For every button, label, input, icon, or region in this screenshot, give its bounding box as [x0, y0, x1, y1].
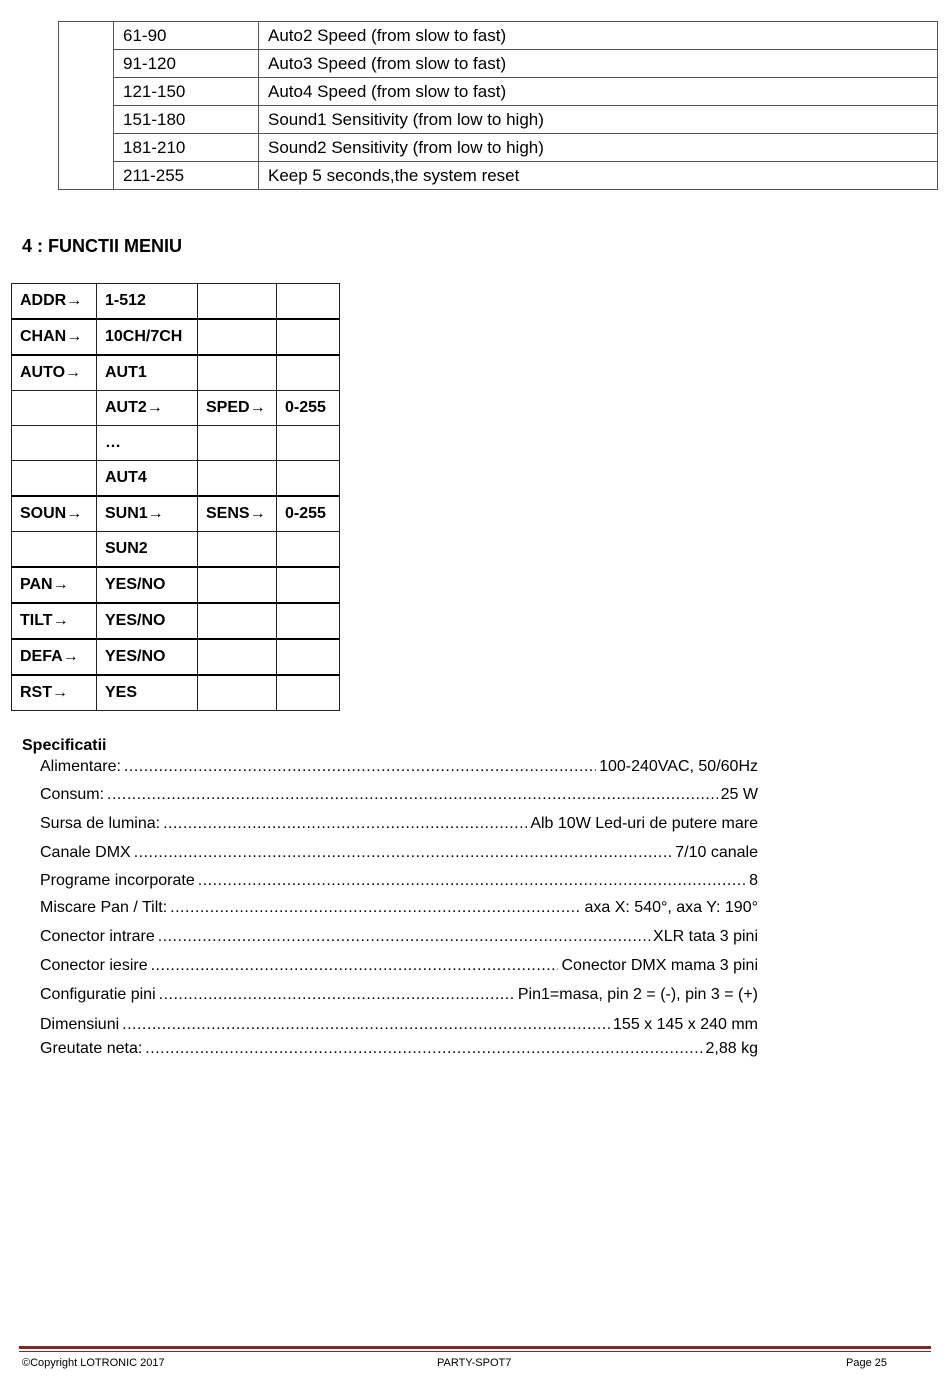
menu-cell: SENS→ [198, 496, 277, 532]
menu-row [12, 496, 340, 532]
menu-cell [198, 603, 277, 639]
menu-cell: YES/NO [97, 603, 198, 639]
dot-leader [107, 786, 718, 804]
menu-cell [277, 603, 340, 639]
menu-cell [198, 639, 277, 675]
spec-value: 7/10 canale [675, 844, 758, 861]
spec-row [40, 957, 758, 986]
spec-title: Specificatii [22, 737, 107, 754]
menu-cell: 0-255 [277, 496, 340, 532]
menu-cell [198, 532, 277, 568]
menu-cell: DEFA→ [12, 639, 97, 675]
spec-row [40, 815, 758, 844]
menu-cell: TILT→ [12, 603, 97, 639]
spec-row [40, 1040, 758, 1066]
menu-row [12, 426, 340, 461]
dot-leader [145, 1040, 702, 1058]
menu-cell: 10CH/7CH [97, 319, 198, 355]
description-cell: Auto2 Speed (from slow to fast) [259, 22, 938, 50]
dot-leader [163, 815, 527, 833]
menu-cell [198, 319, 277, 355]
menu-cell: SUN1→ [97, 496, 198, 532]
menu-cell [198, 284, 277, 320]
dot-leader [134, 844, 673, 862]
menu-row [12, 567, 340, 603]
spec-label: Canale DMX [40, 844, 131, 861]
menu-cell: CHAN→ [12, 319, 97, 355]
menu-cell: PAN→ [12, 567, 97, 603]
menu-cell [277, 461, 340, 497]
menu-row [12, 532, 340, 568]
menu-cell [198, 567, 277, 603]
spec-value: 2,88 kg [705, 1040, 758, 1057]
menu-cell: YES/NO [97, 567, 198, 603]
dot-leader [124, 758, 596, 776]
menu-cell [277, 319, 340, 355]
menu-cell [12, 426, 97, 461]
menu-row [12, 355, 340, 391]
spec-label: Alimentare: [40, 758, 121, 775]
table-row [59, 134, 938, 162]
blank-cell [59, 22, 114, 190]
spec-label: Miscare Pan / Tilt: [40, 899, 168, 916]
spec-value: axa X: 540°, axa Y: 190° [584, 899, 758, 916]
menu-row [12, 675, 340, 711]
spec-label: Programe incorporate [40, 872, 195, 889]
menu-cell [277, 567, 340, 603]
spec-value: 25 W [720, 786, 758, 803]
menu-row [12, 319, 340, 355]
table-row [59, 50, 938, 78]
menu-cell [12, 461, 97, 497]
menu-cell: 1-512 [97, 284, 198, 320]
footer-model: PARTY-SPOT7 [437, 1357, 512, 1369]
spec-label: Dimensiuni [40, 1016, 120, 1033]
menu-cell: AUT1 [97, 355, 198, 391]
menu-row [12, 603, 340, 639]
spec-label: Consum: [40, 786, 105, 803]
menu-cell [277, 355, 340, 391]
spec-value: 100-240VAC, 50/60Hz [599, 758, 758, 775]
spec-row [40, 758, 758, 786]
menu-cell: SOUN→ [12, 496, 97, 532]
menu-cell: ADDR→ [12, 284, 97, 320]
menu-cell: SPED→ [198, 391, 277, 426]
menu-cell [277, 532, 340, 568]
range-cell: 121-150 [114, 78, 259, 106]
spec-label: Greutate neta: [40, 1040, 143, 1057]
table-row [59, 162, 938, 190]
table-row [59, 78, 938, 106]
description-cell: Auto3 Speed (from slow to fast) [259, 50, 938, 78]
range-cell: 91-120 [114, 50, 259, 78]
menu-cell [12, 391, 97, 426]
footer-divider [19, 1346, 931, 1349]
menu-cell [198, 355, 277, 391]
dot-leader [122, 1016, 610, 1034]
description-cell: Sound1 Sensitivity (from low to high) [259, 106, 938, 134]
menu-cell: AUT4 [97, 461, 198, 497]
menu-row [12, 461, 340, 497]
spec-row [40, 844, 758, 872]
menu-cell [277, 284, 340, 320]
menu-section-title: 4 : FUNCTII MENIU [22, 236, 182, 256]
menu-cell: YES [97, 675, 198, 711]
spec-label: Configuratie pini [40, 986, 156, 1003]
spec-row [40, 899, 758, 928]
description-cell: Sound2 Sensitivity (from low to high) [259, 134, 938, 162]
menu-cell: AUTO→ [12, 355, 97, 391]
menu-cell: RST→ [12, 675, 97, 711]
dot-leader [170, 899, 581, 917]
range-cell: 211-255 [114, 162, 259, 190]
menu-table [11, 283, 340, 711]
range-cell: 181-210 [114, 134, 259, 162]
spec-label: Conector iesire [40, 957, 148, 974]
menu-cell [277, 426, 340, 461]
spec-row [40, 928, 758, 957]
menu-cell: … [97, 426, 198, 461]
spec-list [40, 758, 758, 1066]
spec-row [40, 786, 758, 815]
menu-cell: 0-255 [277, 391, 340, 426]
menu-cell [198, 461, 277, 497]
menu-row [12, 639, 340, 675]
footer-copyright: ©Copyright LOTRONIC 2017 [22, 1357, 165, 1369]
range-cell: 61-90 [114, 22, 259, 50]
spec-row [40, 1016, 758, 1040]
spec-row [40, 986, 758, 1016]
dot-leader [198, 872, 746, 890]
menu-cell: YES/NO [97, 639, 198, 675]
channel-table [58, 21, 938, 190]
table-row [59, 106, 938, 134]
dot-leader [158, 928, 650, 946]
spec-label: Sursa de lumina: [40, 815, 161, 832]
menu-cell [277, 675, 340, 711]
spec-value: 8 [749, 872, 758, 889]
spec-label: Conector intrare [40, 928, 155, 945]
description-cell: Auto4 Speed (from slow to fast) [259, 78, 938, 106]
spec-value: Conector DMX mama 3 pini [561, 957, 758, 974]
dot-leader [159, 986, 515, 1004]
menu-cell [198, 426, 277, 461]
spec-row [40, 872, 758, 899]
spec-value: 155 x 145 x 240 mm [613, 1016, 758, 1033]
menu-row [12, 391, 340, 426]
spec-value: Alb 10W Led-uri de putere mare [530, 815, 758, 832]
menu-cell [277, 639, 340, 675]
footer-divider-thin [19, 1351, 931, 1352]
menu-cell: SUN2 [97, 532, 198, 568]
dot-leader [151, 957, 559, 975]
description-cell: Keep 5 seconds,the system reset [259, 162, 938, 190]
range-cell: 151-180 [114, 106, 259, 134]
spec-value: Pin1=masa, pin 2 = (-), pin 3 = (+) [517, 986, 758, 1003]
menu-cell: AUT2→ [97, 391, 198, 426]
menu-row [12, 284, 340, 320]
footer-page-number: Page 25 [846, 1357, 887, 1369]
menu-cell [198, 675, 277, 711]
menu-cell [12, 532, 97, 568]
table-row [59, 22, 938, 50]
spec-value: XLR tata 3 pini [653, 928, 758, 945]
